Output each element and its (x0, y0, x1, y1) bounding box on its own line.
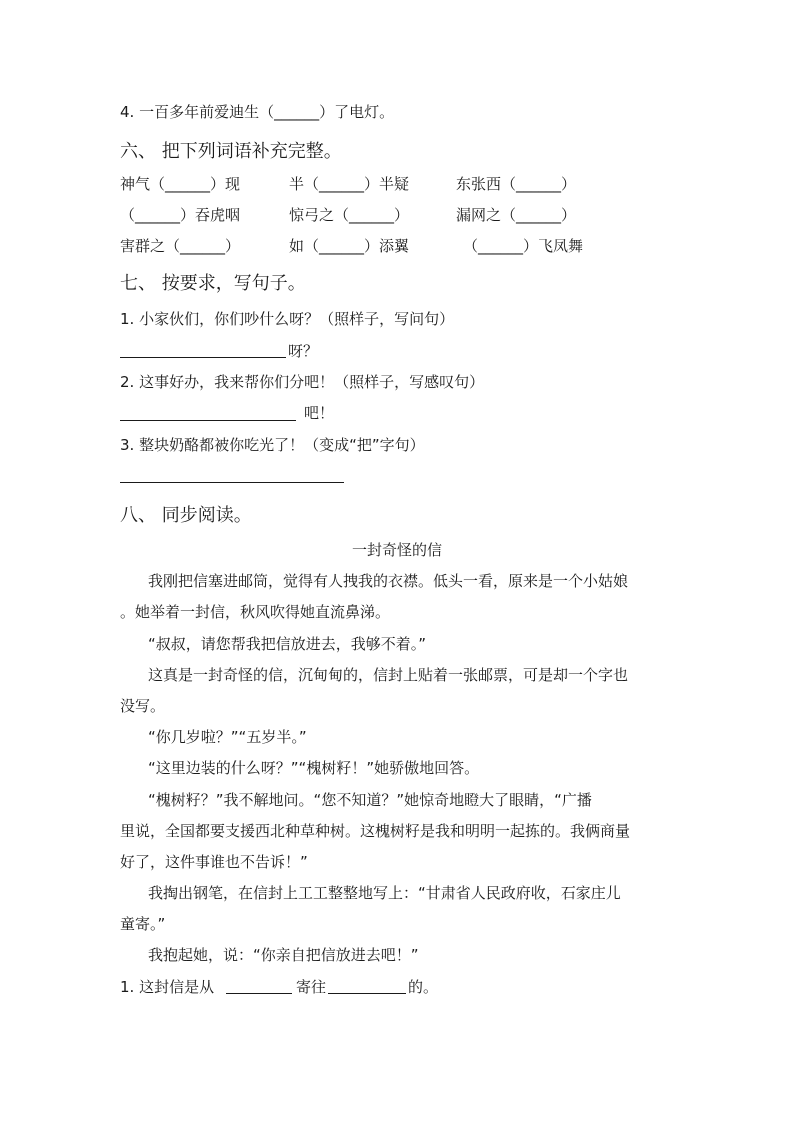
question-suffix: 的。 (408, 978, 439, 996)
passage-line: 。她举着一封信，秋风吹得她直流鼻涕。 (120, 603, 391, 621)
passage-line: 里说，全国都要支援西北种草种树。这槐树籽是我和明明一起拣的。我俩商量 (120, 822, 631, 840)
question-prefix: 1. 这封信是从 (120, 978, 215, 996)
answer-blank-from (226, 993, 292, 994)
passage-line: “这里边装的什么呀？”“槐树籽！”她骄傲地回答。 (148, 759, 480, 777)
sentence-prompt-3: 3. 整块奶酪都被你吃光了！（变成“把”字句） (120, 436, 425, 454)
sentence-prompt-2: 2. 这事好办，我来帮你们分吧！（照样子，写感叹句） (120, 373, 485, 391)
passage-line: 童寄。” (120, 915, 166, 933)
passage-line: 我刚把信塞进邮筒，觉得有人拽我的衣襟。低头一看，原来是一个小姑娘 (148, 572, 629, 590)
answer-line-1 (120, 357, 286, 358)
passage-line: “槐树籽？”我不解地问。“您不知道？”她惊奇地瞪大了眼睛，“广播 (148, 791, 592, 809)
passage-line: 这真是一封奇怪的信，沉甸甸的，信封上贴着一张邮票，可是却一个字也 (148, 666, 629, 684)
passage-line: “叔叔，请您帮我把信放进去，我够不着。” (148, 635, 427, 653)
idiom-blank: （______）吞虎咽 (120, 206, 241, 224)
sentence-prompt-1: 1. 小家伙们，你们吵什么呀？（照样子，写问句） (120, 310, 455, 328)
idiom-blank: （______）飞凤舞 (463, 237, 584, 255)
answer-line-2 (120, 420, 296, 421)
answer-blank-to (328, 993, 406, 994)
idiom-blank: 漏网之（______） (456, 206, 577, 224)
passage-line: 我抱起她，说：“你亲自把信放进去吧！” (148, 946, 419, 964)
fill-question-4: 4. 一百多年前爱迪生（______）了电灯。 (120, 103, 395, 121)
idiom-blank: 惊弓之（______） (289, 206, 410, 224)
answer-line-3 (120, 482, 344, 483)
passage-line: 没写。 (120, 697, 166, 715)
section-7-heading: 七、 按要求，写句子。 (120, 273, 306, 294)
answer-suffix-2: 吧！ (304, 404, 335, 422)
idiom-blank: 半（______）半疑 (289, 175, 410, 193)
question-middle: 寄往 (296, 978, 327, 996)
idiom-blank: 如（______）添翼 (289, 237, 410, 255)
section-6-heading: 六、 把下列词语补充完整。 (120, 141, 342, 162)
passage-line: 好了，这件事谁也不告诉！” (120, 853, 308, 871)
story-title: 一封奇怪的信 (351, 541, 442, 559)
idiom-blank: 东张西（______） (456, 175, 577, 193)
idiom-blank: 害群之（______） (120, 237, 241, 255)
answer-suffix-1: 呀？ (288, 342, 319, 360)
passage-line: 我掏出钢笔，在信封上工工整整地写上：“甘肃省人民政府收，石家庄儿 (148, 884, 621, 902)
idiom-blank: 神气（______）现 (120, 175, 241, 193)
section-8-heading: 八、 同步阅读。 (120, 505, 252, 526)
passage-line: “你几岁啦？”“五岁半。” (148, 728, 307, 746)
